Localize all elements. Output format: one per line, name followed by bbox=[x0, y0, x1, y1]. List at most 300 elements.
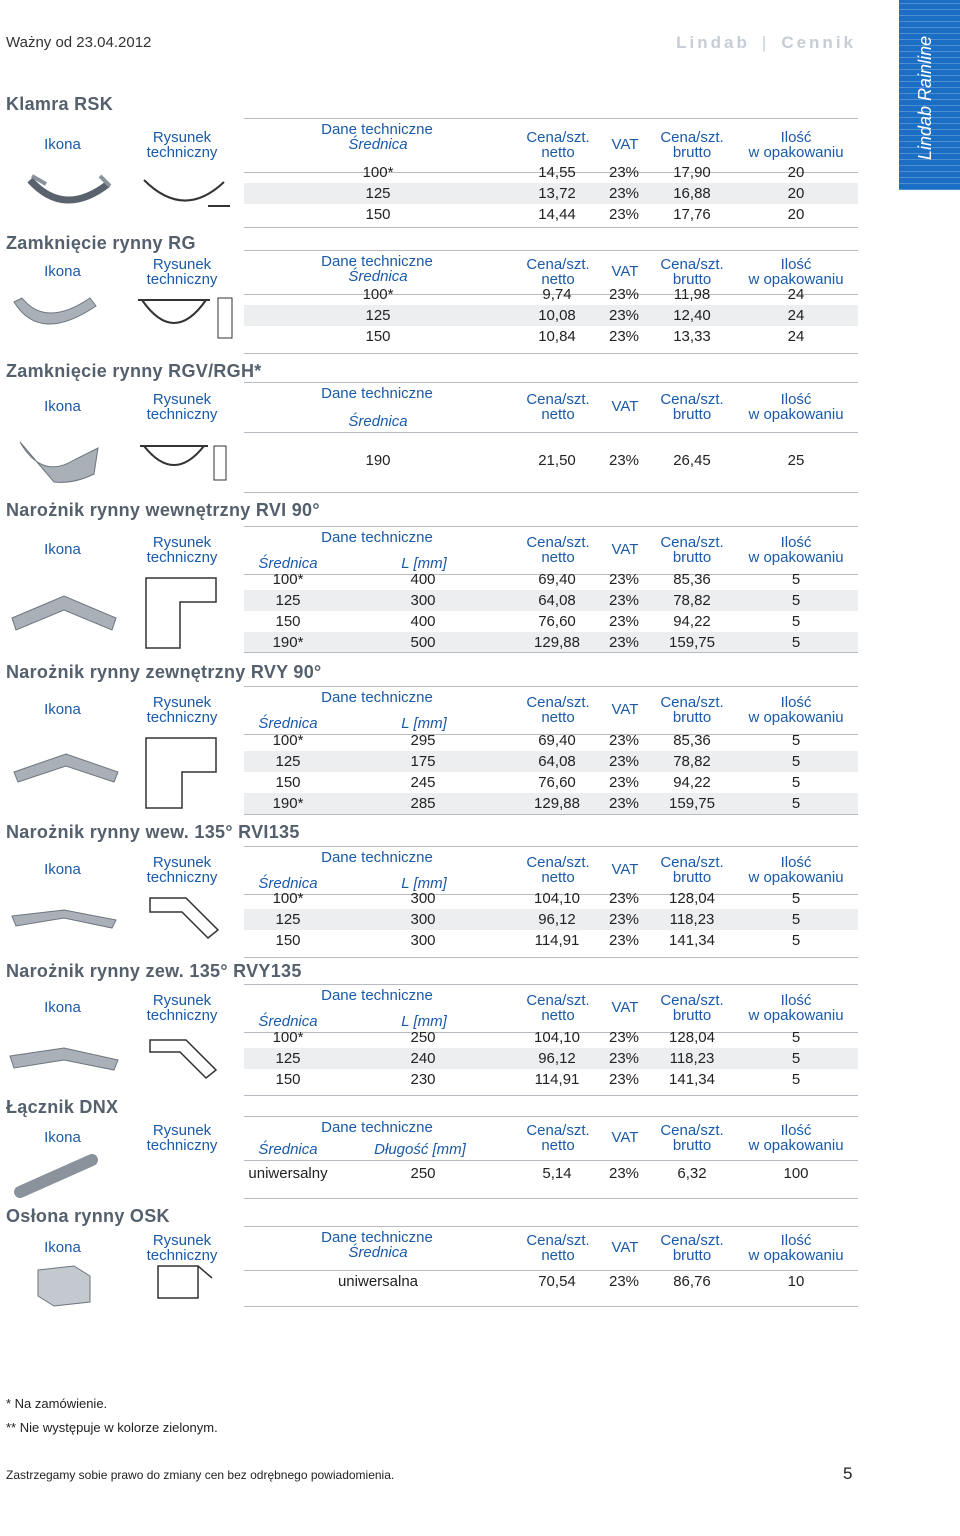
cell-diameter: 125 bbox=[275, 1050, 301, 1067]
col-gross-header-1: Cena/szt. bbox=[660, 694, 724, 711]
cell-diameter: 125 bbox=[275, 753, 301, 770]
cell-net-price: 14,55 bbox=[538, 164, 576, 181]
col-drawing-header-1: Rysunek bbox=[152, 391, 212, 408]
cell-gross-price: 141,34 bbox=[669, 1071, 715, 1088]
table-row bbox=[244, 793, 858, 814]
cell-quantity: 24 bbox=[787, 307, 805, 324]
table-row bbox=[244, 1027, 858, 1048]
cell-quantity: 5 bbox=[791, 613, 801, 630]
table-row bbox=[244, 326, 858, 347]
cell-vat: 23% bbox=[608, 732, 640, 749]
col-icon-header: Ikona bbox=[44, 541, 81, 558]
cell-net-price: 64,08 bbox=[538, 753, 576, 770]
cell-vat: 23% bbox=[608, 613, 640, 630]
col-gross-header-2: brutto bbox=[672, 1007, 712, 1024]
cell-length: 300 bbox=[410, 890, 436, 907]
cell-gross-price: 128,04 bbox=[669, 1029, 715, 1046]
clip-rsk-drawing bbox=[138, 176, 238, 212]
section-end-rule bbox=[244, 814, 858, 815]
cell-gross-price: 78,82 bbox=[673, 753, 711, 770]
col-drawing-header-1: Rysunek bbox=[152, 534, 212, 551]
cell-length: 400 bbox=[410, 571, 436, 588]
col-diameter-header: Średnica bbox=[348, 268, 408, 285]
side-tab bbox=[899, 0, 960, 190]
col-diameter-header: Średnica bbox=[348, 1244, 408, 1261]
col-drawing-header-2: techniczny bbox=[146, 1137, 218, 1154]
cell-gross-price: 86,76 bbox=[673, 1273, 711, 1290]
col-net-header-2: netto bbox=[541, 549, 575, 566]
cell-quantity: 5 bbox=[791, 753, 801, 770]
col-net-header-1: Cena/szt. bbox=[526, 256, 590, 273]
col-drawing-header-2: techniczny bbox=[146, 869, 218, 886]
cell-diameter: 100* bbox=[272, 571, 304, 588]
cell-quantity: 24 bbox=[787, 328, 805, 345]
cell-gross-price: 94,22 bbox=[673, 774, 711, 791]
section-title: Klamra RSK bbox=[6, 94, 114, 114]
table-row bbox=[244, 305, 858, 326]
table-row bbox=[244, 930, 858, 951]
col-drawing-header-2: techniczny bbox=[146, 1247, 218, 1264]
col-drawing-header-1: Rysunek bbox=[152, 694, 212, 711]
connector-dnx-photo bbox=[14, 1152, 104, 1198]
col-tech-header: Dane techniczne bbox=[321, 849, 433, 866]
col-tech-header: Dane techniczne bbox=[321, 121, 433, 138]
section-end-rule bbox=[244, 492, 858, 493]
col-gross-header-1: Cena/szt. bbox=[660, 992, 724, 1009]
cell-length: 300 bbox=[410, 932, 436, 949]
cell-length: 240 bbox=[410, 1050, 436, 1067]
corner-rvy90-photo bbox=[10, 748, 122, 790]
cell-net-price: 14,44 bbox=[538, 206, 576, 223]
section-title: Zamknięcie rynny RG bbox=[6, 233, 196, 253]
col-drawing-header-2: techniczny bbox=[146, 1007, 218, 1024]
col-gross-header-1: Cena/szt. bbox=[660, 1122, 724, 1139]
cell-quantity: 5 bbox=[791, 774, 801, 791]
cell-length: 300 bbox=[410, 592, 436, 609]
section-end-rule bbox=[244, 1095, 858, 1096]
cell-gross-price: 85,36 bbox=[673, 571, 711, 588]
col-drawing-header-1: Rysunek bbox=[152, 1122, 212, 1139]
col-drawing-header-1: Rysunek bbox=[152, 129, 212, 146]
page-number: 5 bbox=[843, 1464, 853, 1483]
cell-net-price: 129,88 bbox=[534, 634, 580, 651]
cell-net-price: 69,40 bbox=[538, 571, 576, 588]
cell-vat: 23% bbox=[608, 774, 640, 791]
col-net-header-2: netto bbox=[541, 144, 575, 161]
table-row bbox=[244, 1048, 858, 1069]
table-row bbox=[244, 1163, 858, 1184]
cell-diameter: 190* bbox=[272, 634, 304, 651]
col-gross-header-1: Cena/szt. bbox=[660, 256, 724, 273]
table-row bbox=[244, 569, 858, 590]
col-drawing-header-2: techniczny bbox=[146, 271, 218, 288]
col-gross-header-1: Cena/szt. bbox=[660, 854, 724, 871]
col-tech-header: Dane techniczne bbox=[321, 529, 433, 546]
cell-length: 295 bbox=[410, 732, 436, 749]
col-qty-header-1: Ilość bbox=[780, 534, 812, 551]
table-row bbox=[244, 772, 858, 793]
cell-vat: 23% bbox=[608, 1029, 640, 1046]
guard-osk-drawing bbox=[152, 1260, 222, 1306]
table-row bbox=[244, 909, 858, 930]
col-icon-header: Ikona bbox=[44, 999, 81, 1016]
corner-rvi90-drawing bbox=[140, 572, 222, 654]
col-vat-header: VAT bbox=[611, 861, 639, 878]
cell-net-price: 13,72 bbox=[538, 185, 576, 202]
col-drawing-header-1: Rysunek bbox=[152, 1232, 212, 1249]
cell-quantity: 20 bbox=[787, 206, 805, 223]
cell-vat: 23% bbox=[608, 286, 640, 303]
col-net-header-2: netto bbox=[541, 1137, 575, 1154]
cell-quantity: 5 bbox=[791, 634, 801, 651]
cell-net-price: 96,12 bbox=[538, 911, 576, 928]
cell-vat: 23% bbox=[608, 795, 640, 812]
col-net-header-1: Cena/szt. bbox=[526, 129, 590, 146]
col-gross-header-1: Cena/szt. bbox=[660, 391, 724, 408]
cell-quantity: 10 bbox=[787, 1273, 805, 1290]
col-tech-header: Dane techniczne bbox=[321, 253, 433, 270]
col-diameter-header: Średnica bbox=[348, 413, 408, 430]
section-title: Narożnik rynny wew. 135° RVI135 bbox=[6, 822, 300, 842]
col-net-header-2: netto bbox=[541, 1247, 575, 1264]
col-length-header: L [mm] bbox=[401, 1013, 447, 1030]
cell-diameter: 190 bbox=[365, 452, 391, 469]
brand-name: Lindab bbox=[676, 33, 750, 52]
cell-diameter: 100* bbox=[272, 732, 304, 749]
col-qty-header-1: Ilość bbox=[780, 694, 812, 711]
cell-vat: 23% bbox=[608, 890, 640, 907]
section-end-rule bbox=[244, 652, 858, 653]
col-icon-header: Ikona bbox=[44, 398, 81, 415]
cell-length: 300 bbox=[410, 911, 436, 928]
col-tech-header: Dane techniczne bbox=[321, 1119, 433, 1136]
cell-net-price: 21,50 bbox=[538, 452, 576, 469]
col-qty-header-2: w opakowaniu bbox=[748, 271, 844, 288]
end-cap-rg-drawing bbox=[132, 294, 242, 344]
col-icon-header: Ikona bbox=[44, 861, 81, 878]
cell-net-price: 64,08 bbox=[538, 592, 576, 609]
col-icon-header: Ikona bbox=[44, 1129, 81, 1146]
cell-net-price: 5,14 bbox=[542, 1165, 572, 1182]
col-vat-header: VAT bbox=[611, 136, 639, 153]
cell-gross-price: 85,36 bbox=[673, 732, 711, 749]
cell-length: 250 bbox=[410, 1165, 436, 1182]
cell-quantity: 5 bbox=[791, 592, 801, 609]
cell-net-price: 9,74 bbox=[542, 286, 572, 303]
cell-quantity: 5 bbox=[791, 1050, 801, 1067]
cell-net-price: 70,54 bbox=[538, 1273, 576, 1290]
cell-net-price: 69,40 bbox=[538, 732, 576, 749]
cell-net-price: 76,60 bbox=[538, 774, 576, 791]
cell-vat: 23% bbox=[608, 1050, 640, 1067]
table-row bbox=[244, 611, 858, 632]
cell-vat: 23% bbox=[608, 911, 640, 928]
corner-rvi90-photo bbox=[8, 588, 120, 640]
col-diameter-header: Średnica bbox=[258, 555, 318, 572]
table-row bbox=[244, 1271, 858, 1292]
cell-gross-price: 94,22 bbox=[673, 613, 711, 630]
table-row bbox=[244, 1069, 858, 1090]
cell-net-price: 10,08 bbox=[538, 307, 576, 324]
col-net-header-1: Cena/szt. bbox=[526, 534, 590, 551]
cell-quantity: 5 bbox=[791, 571, 801, 588]
col-gross-header-2: brutto bbox=[672, 1247, 712, 1264]
cell-length: 175 bbox=[410, 753, 436, 770]
col-length-header: Długość [mm] bbox=[374, 1141, 466, 1158]
cell-quantity: 5 bbox=[791, 1029, 801, 1046]
col-qty-header-1: Ilość bbox=[780, 256, 812, 273]
cell-vat: 23% bbox=[608, 452, 640, 469]
col-qty-header-2: w opakowaniu bbox=[748, 1247, 844, 1264]
cell-gross-price: 12,40 bbox=[673, 307, 711, 324]
col-net-header-1: Cena/szt. bbox=[526, 992, 590, 1009]
cell-gross-price: 17,76 bbox=[673, 206, 711, 223]
section-end-rule bbox=[244, 1306, 858, 1307]
col-diameter-header: Średnica bbox=[258, 715, 318, 732]
col-vat-header: VAT bbox=[611, 398, 639, 415]
cell-diameter: uniwersalna bbox=[337, 1273, 419, 1290]
table-row bbox=[244, 888, 858, 909]
col-qty-header-2: w opakowaniu bbox=[748, 1007, 844, 1024]
col-qty-header-2: w opakowaniu bbox=[748, 869, 844, 886]
table-row bbox=[244, 204, 858, 225]
col-tech-header: Dane techniczne bbox=[321, 987, 433, 1004]
corner-rvy90-drawing bbox=[140, 732, 222, 814]
section-end-rule bbox=[244, 957, 858, 958]
col-net-header-2: netto bbox=[541, 709, 575, 726]
end-cap-rg-photo bbox=[10, 292, 102, 346]
col-qty-header-1: Ilość bbox=[780, 854, 812, 871]
table-row bbox=[244, 751, 858, 772]
cell-diameter: uniwersalny bbox=[248, 1165, 328, 1182]
col-net-header-2: netto bbox=[541, 869, 575, 886]
section-end-rule bbox=[244, 1198, 858, 1199]
col-qty-header-1: Ilość bbox=[780, 1232, 812, 1249]
col-net-header-1: Cena/szt. bbox=[526, 694, 590, 711]
col-gross-header-1: Cena/szt. bbox=[660, 1232, 724, 1249]
col-drawing-header-2: techniczny bbox=[146, 406, 218, 423]
col-qty-header-1: Ilość bbox=[780, 1122, 812, 1139]
cell-vat: 23% bbox=[608, 1165, 640, 1182]
end-cap-rgv-drawing bbox=[136, 440, 236, 484]
col-diameter-header: Średnica bbox=[348, 136, 408, 153]
cell-gross-price: 118,23 bbox=[669, 911, 715, 928]
table-row bbox=[244, 162, 858, 183]
cell-diameter: 150 bbox=[275, 613, 301, 630]
cell-vat: 23% bbox=[608, 206, 640, 223]
cell-gross-price: 17,90 bbox=[673, 164, 711, 181]
cell-length: 245 bbox=[410, 774, 436, 791]
col-vat-header: VAT bbox=[611, 999, 639, 1016]
table-row bbox=[244, 730, 858, 751]
col-icon-header: Ikona bbox=[44, 263, 81, 280]
cell-vat: 23% bbox=[608, 932, 640, 949]
col-diameter-header: Średnica bbox=[258, 1013, 318, 1030]
col-drawing-header-2: techniczny bbox=[146, 549, 218, 566]
cell-diameter: 100* bbox=[272, 1029, 304, 1046]
cell-vat: 23% bbox=[608, 307, 640, 324]
col-vat-header: VAT bbox=[611, 701, 639, 718]
end-cap-rgv-photo bbox=[14, 434, 104, 486]
cell-net-price: 114,91 bbox=[534, 1071, 580, 1088]
table-row bbox=[244, 590, 858, 611]
cell-quantity: 5 bbox=[791, 795, 801, 812]
footer-disclaimer: Zastrzegamy sobie prawo do zmiany cen bez odrębnego powiadomienia. bbox=[6, 1468, 395, 1482]
cell-vat: 23% bbox=[608, 1273, 640, 1290]
cell-quantity: 24 bbox=[787, 286, 805, 303]
cell-gross-price: 78,82 bbox=[673, 592, 711, 609]
cell-gross-price: 11,98 bbox=[673, 286, 711, 303]
col-gross-header-2: brutto bbox=[672, 549, 712, 566]
cell-net-price: 114,91 bbox=[534, 932, 580, 949]
col-icon-header: Ikona bbox=[44, 1239, 81, 1256]
cell-diameter: 150 bbox=[275, 774, 301, 791]
col-gross-header-2: brutto bbox=[672, 869, 712, 886]
col-net-header-1: Cena/szt. bbox=[526, 1122, 590, 1139]
col-gross-header-2: brutto bbox=[672, 1137, 712, 1154]
col-vat-header: VAT bbox=[611, 1239, 639, 1256]
table-row bbox=[244, 632, 858, 653]
col-qty-header-2: w opakowaniu bbox=[748, 406, 844, 423]
col-qty-header-2: w opakowaniu bbox=[748, 144, 844, 161]
cell-diameter: 150 bbox=[365, 328, 391, 345]
cell-gross-price: 16,88 bbox=[673, 185, 711, 202]
col-tech-header: Dane techniczne bbox=[321, 1229, 433, 1246]
col-qty-header-1: Ilość bbox=[780, 992, 812, 1009]
cell-diameter: 125 bbox=[275, 592, 301, 609]
cell-quantity: 5 bbox=[791, 732, 801, 749]
note-asterisk: * Na zamówienie. bbox=[6, 1396, 108, 1411]
cell-diameter: 100* bbox=[362, 164, 394, 181]
cell-diameter: 150 bbox=[275, 932, 301, 949]
col-gross-header-2: brutto bbox=[672, 144, 712, 161]
cell-net-price: 129,88 bbox=[534, 795, 580, 812]
cell-vat: 23% bbox=[608, 592, 640, 609]
cell-gross-price: 6,32 bbox=[677, 1165, 707, 1182]
section-title: Narożnik rynny zew. 135° RVY135 bbox=[6, 961, 302, 981]
section-title: Narożnik rynny zewnętrzny RVY 90° bbox=[6, 662, 322, 682]
cell-gross-price: 141,34 bbox=[669, 932, 715, 949]
col-gross-header-2: brutto bbox=[672, 271, 712, 288]
col-qty-header-2: w opakowaniu bbox=[748, 549, 844, 566]
cell-length: 285 bbox=[410, 795, 436, 812]
cell-vat: 23% bbox=[608, 753, 640, 770]
col-length-header: L [mm] bbox=[401, 555, 447, 572]
cell-length: 250 bbox=[410, 1029, 436, 1046]
brand-header: Lindab | Cennik bbox=[676, 33, 856, 52]
cell-gross-price: 159,75 bbox=[669, 634, 715, 651]
cell-quantity: 5 bbox=[791, 932, 801, 949]
cell-diameter: 125 bbox=[365, 307, 391, 324]
cell-net-price: 96,12 bbox=[538, 1050, 576, 1067]
col-drawing-header-2: techniczny bbox=[146, 709, 218, 726]
col-net-header-1: Cena/szt. bbox=[526, 391, 590, 408]
corner-rvi135-photo bbox=[8, 904, 120, 934]
cell-diameter: 150 bbox=[365, 206, 391, 223]
col-qty-header-1: Ilość bbox=[780, 129, 812, 146]
col-gross-header-1: Cena/szt. bbox=[660, 534, 724, 551]
note-double-asterisk: ** Nie występuje w kolorze zielonym. bbox=[6, 1420, 218, 1435]
corner-rvi135-drawing bbox=[146, 892, 226, 944]
cell-diameter: 100* bbox=[362, 286, 394, 303]
header-rule bbox=[244, 1160, 858, 1161]
col-gross-header-1: Cena/szt. bbox=[660, 129, 724, 146]
col-drawing-header-2: techniczny bbox=[146, 144, 218, 161]
cell-net-price: 76,60 bbox=[538, 613, 576, 630]
cell-diameter: 125 bbox=[365, 185, 391, 202]
section-title: Łącznik DNX bbox=[6, 1097, 119, 1117]
header-rule bbox=[244, 432, 858, 433]
section-title: Osłona rynny OSK bbox=[6, 1206, 170, 1226]
cell-diameter: 190* bbox=[272, 795, 304, 812]
cell-vat: 23% bbox=[608, 571, 640, 588]
cell-vat: 23% bbox=[608, 328, 640, 345]
cell-diameter: 100* bbox=[272, 890, 304, 907]
corner-rvy135-drawing bbox=[146, 1030, 226, 1084]
cell-gross-price: 118,23 bbox=[669, 1050, 715, 1067]
col-vat-header: VAT bbox=[611, 263, 639, 280]
col-icon-header: Ikona bbox=[44, 136, 81, 153]
col-tech-header: Dane techniczne bbox=[321, 689, 433, 706]
cell-gross-price: 159,75 bbox=[669, 795, 715, 812]
col-vat-header: VAT bbox=[611, 1129, 639, 1146]
col-drawing-header-1: Rysunek bbox=[152, 992, 212, 1009]
catalog-name: Cennik bbox=[781, 33, 856, 52]
clip-rsk-photo bbox=[24, 170, 114, 218]
table-row bbox=[244, 284, 858, 305]
cell-gross-price: 26,45 bbox=[673, 452, 711, 469]
col-diameter-header: Średnica bbox=[258, 875, 318, 892]
cell-gross-price: 13,33 bbox=[673, 328, 711, 345]
col-vat-header: VAT bbox=[611, 541, 639, 558]
col-drawing-header-1: Rysunek bbox=[152, 854, 212, 871]
cell-quantity: 5 bbox=[791, 890, 801, 907]
col-net-header-1: Cena/szt. bbox=[526, 1232, 590, 1249]
col-gross-header-2: brutto bbox=[672, 406, 712, 423]
guard-osk-photo bbox=[34, 1262, 94, 1308]
col-tech-header: Dane techniczne bbox=[321, 385, 433, 402]
cell-length: 500 bbox=[410, 634, 436, 651]
cell-quantity: 5 bbox=[791, 911, 801, 928]
cell-diameter: 125 bbox=[275, 911, 301, 928]
cell-length: 230 bbox=[410, 1071, 436, 1088]
cell-quantity: 5 bbox=[791, 1071, 801, 1088]
cell-net-price: 104,10 bbox=[534, 1029, 580, 1046]
col-length-header: L [mm] bbox=[401, 875, 447, 892]
cell-quantity: 25 bbox=[787, 452, 805, 469]
col-net-header-2: netto bbox=[541, 1007, 575, 1024]
section-end-rule bbox=[244, 227, 858, 228]
col-net-header-2: netto bbox=[541, 406, 575, 423]
cell-quantity: 20 bbox=[787, 185, 805, 202]
col-qty-header-1: Ilość bbox=[780, 391, 812, 408]
section-end-rule bbox=[244, 353, 858, 354]
cell-net-price: 10,84 bbox=[538, 328, 576, 345]
table-row bbox=[244, 450, 858, 471]
col-qty-header-2: w opakowaniu bbox=[748, 1137, 844, 1154]
valid-from: Ważny od 23.04.2012 bbox=[6, 34, 152, 51]
cell-vat: 23% bbox=[608, 1071, 640, 1088]
cell-length: 400 bbox=[410, 613, 436, 630]
side-tab-label: Lindab Rainline bbox=[915, 35, 935, 160]
section-title: Zamknięcie rynny RGV/RGH* bbox=[6, 361, 262, 381]
cell-quantity: 20 bbox=[787, 164, 805, 181]
cell-quantity: 100 bbox=[783, 1165, 809, 1182]
col-icon-header: Ikona bbox=[44, 701, 81, 718]
corner-rvy135-photo bbox=[6, 1042, 122, 1076]
col-qty-header-2: w opakowaniu bbox=[748, 709, 844, 726]
cell-vat: 23% bbox=[608, 185, 640, 202]
